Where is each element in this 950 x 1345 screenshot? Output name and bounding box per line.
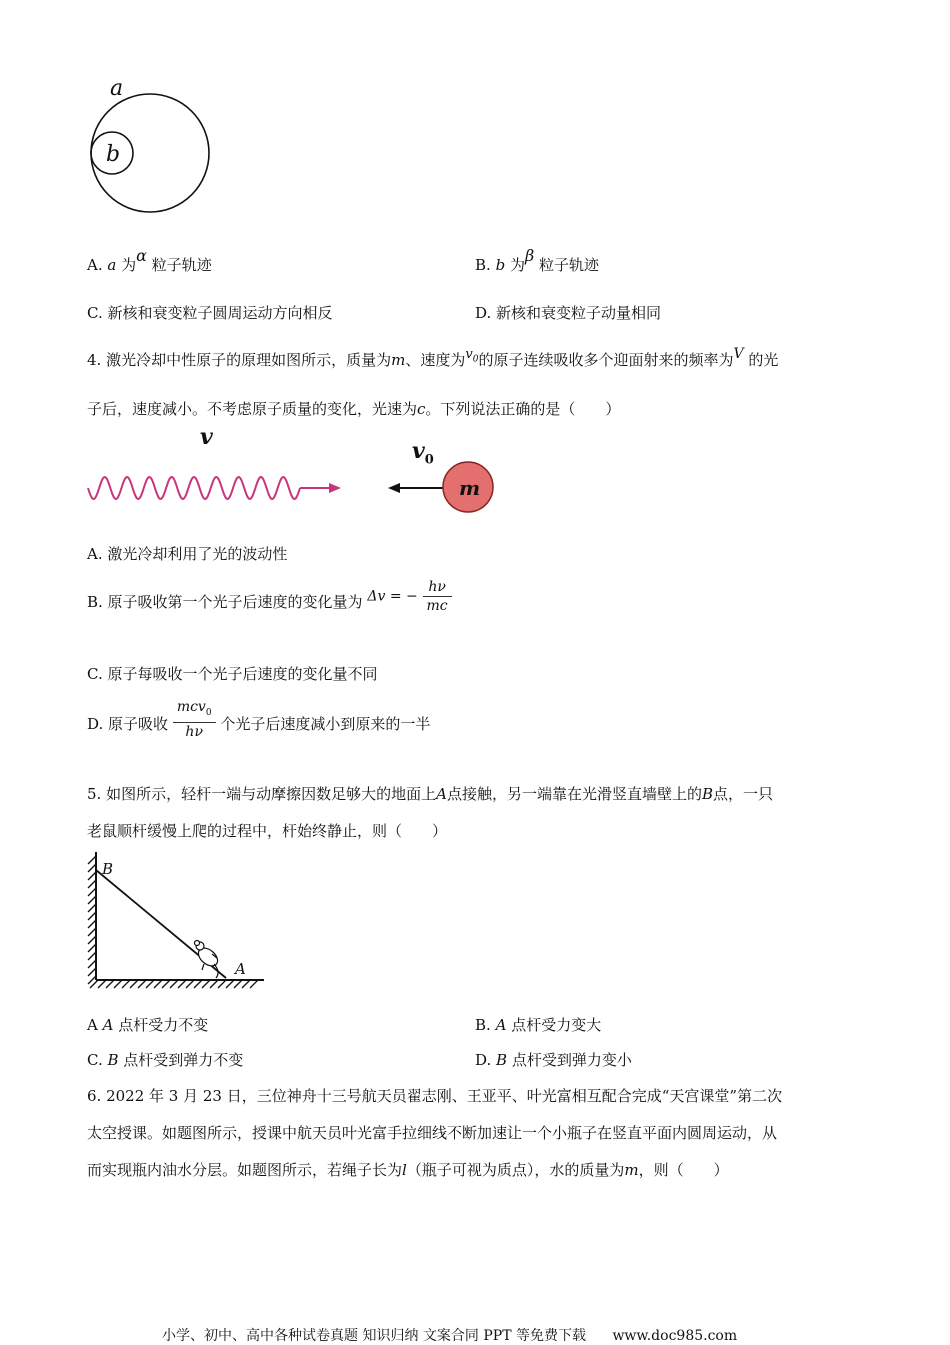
q4-stem-line2: 子后，速度减小。不考虑原子质量的变化，光速为c。下列说法正确的是（ ） (87, 400, 621, 418)
floor-hatch (154, 980, 162, 988)
wall-hatch (88, 944, 96, 952)
q5-stem-line2: 老鼠顺杆缓慢上爬的过程中，杆始终静止，则（ ） (87, 822, 448, 840)
wall-hatch (88, 880, 96, 888)
label-b: b (106, 142, 121, 167)
floor-hatch (186, 980, 194, 988)
q4-option-c[interactable]: C. 原子每吸收一个光子后速度的变化量不同 (87, 665, 378, 683)
q4-stem-line1: 4. 激光冷却中性原子的原理如图所示，质量为m、速度为$v_0$的原子连续吸收多个迎面射来的频率为V 的光 (87, 346, 779, 369)
floor-hatch (98, 980, 106, 988)
q3-option-a[interactable]: A. a 为α 粒子轨迹 (87, 246, 212, 274)
q4-option-a[interactable]: A. 激光冷却利用了光的波动性 (87, 545, 288, 563)
q3-option-d[interactable]: D. 新核和衰变粒子动量相同 (475, 304, 662, 322)
floor-hatch (202, 980, 210, 988)
wall-hatch (88, 912, 96, 920)
q5-option-d[interactable]: D. B 点杆受到弹力变小 (475, 1051, 632, 1069)
floor-hatch (162, 980, 170, 988)
floor-hatch (170, 980, 178, 988)
wall-hatch (88, 952, 96, 960)
label-a: a (110, 76, 124, 101)
wall-hatch (88, 904, 96, 912)
wall-hatch (88, 856, 96, 864)
q4-option-d[interactable]: D. 原子吸收 $\frac{mcv_0}{h\nu}$ 个光子后速度减小到原来的一半 (87, 699, 431, 740)
wall-hatch (88, 888, 96, 896)
floor-hatch (210, 980, 218, 988)
q3-option-b[interactable]: B. b 为β 粒子轨迹 (475, 246, 599, 274)
q6-stem-line3: 而实现瓶内油水分层。如题图所示，若绳子长为l（瓶子可视为质点），水的质量为m，则（ ） (87, 1161, 729, 1179)
wall-hatch (88, 864, 96, 872)
q4-option-b[interactable]: B. 原子吸收第一个光子后速度的变化量为 Δv = − $\frac{h\nu}{mc}$ (87, 578, 452, 615)
photon-wave (88, 467, 348, 507)
q5-option-c[interactable]: C. B 点杆受到弹力不变 (87, 1051, 244, 1069)
q3-option-c[interactable]: C. 新核和衰变粒子圆周运动方向相反 (87, 304, 333, 322)
wall-hatch (88, 936, 96, 944)
wall-hatch (88, 896, 96, 904)
floor-hatch (106, 980, 114, 988)
floor-hatch (226, 980, 234, 988)
point-b-label: B (102, 860, 114, 878)
floor-hatch (178, 980, 186, 988)
floor-hatch (194, 980, 202, 988)
atom-mass-label: m (459, 476, 481, 500)
floor-hatch (122, 980, 130, 988)
q5-option-b[interactable]: B. A 点杆受力变大 (475, 1016, 602, 1034)
q5-option-a[interactable]: A A 点杆受力不变 (87, 1016, 209, 1034)
floor-hatch (138, 980, 146, 988)
floor-hatch (218, 980, 226, 988)
wall-hatch (88, 928, 96, 936)
floor-hatch (146, 980, 154, 988)
floor-hatch (234, 980, 242, 988)
floor-hatch (242, 980, 250, 988)
q6-stem-line1: 6. 2022 年 3 月 23 日，三位神舟十三号航天员翟志刚、王亚平、叶光富相互配合完成“天宫课堂”第二次 (87, 1087, 783, 1105)
wall-hatch (88, 960, 96, 968)
q6-stem-line2: 太空授课。如题图所示，授课中航天员叶光富手拉细线不断加速让一个小瓶子在竖直平面内圆周运动，从 (87, 1124, 778, 1142)
mouse-icon (195, 941, 221, 979)
footer-link[interactable]: www.doc985.com (612, 1328, 738, 1344)
floor-hatch (130, 980, 138, 988)
wall-hatch (88, 968, 96, 976)
photon-frequency-label: v (200, 424, 213, 450)
footer-text: 小学、初中、高中各种试卷真题 知识归纳 文案合同 PPT 等免费下载 (162, 1328, 586, 1344)
footer (162, 1325, 737, 1345)
floor-hatch (114, 980, 122, 988)
wall-hatch (88, 872, 96, 880)
wall-hatch (88, 920, 96, 928)
floor-hatch (250, 980, 258, 988)
point-a-label: A (235, 960, 246, 978)
q5-stem-line1: 5. 如图所示，轻杆一端与动摩擦因数足够大的地面上A点接触，另一端靠在光滑竖直墙壁上的B点，一只 (87, 785, 773, 803)
atom-velocity-label: $v_0$ (412, 438, 434, 468)
